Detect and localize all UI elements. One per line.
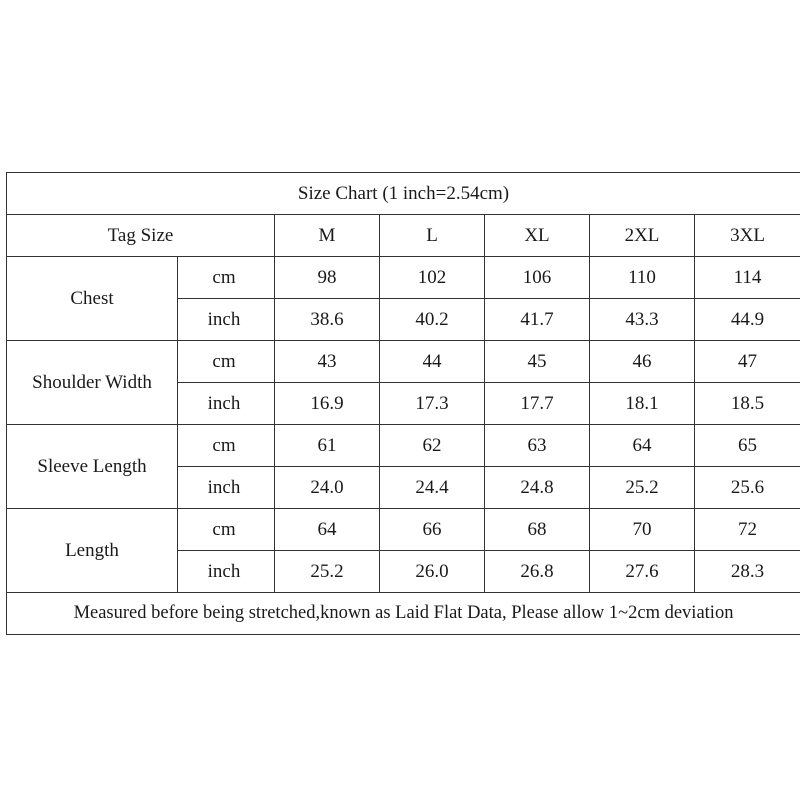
measure-row-cm bbox=[7, 425, 800, 467]
value-cell: 41.7 bbox=[485, 299, 590, 341]
value-cell: 106 bbox=[485, 257, 590, 299]
value-cell: 98 bbox=[275, 257, 380, 299]
value-cell: 25.6 bbox=[695, 467, 800, 509]
unit-label: cm bbox=[178, 257, 275, 299]
tag-size-label: Tag Size bbox=[7, 215, 275, 257]
footer-note: Measured before being stretched,known as Laid Flat Data, Please allow 1~2cm deviation bbox=[7, 593, 800, 635]
value-cell: 24.8 bbox=[485, 467, 590, 509]
measurement-label: Chest bbox=[7, 257, 178, 341]
value-cell: 43 bbox=[275, 341, 380, 383]
value-cell: 63 bbox=[485, 425, 590, 467]
value-cell: 47 bbox=[695, 341, 800, 383]
measure-row-cm bbox=[7, 257, 800, 299]
measure-row-cm bbox=[7, 509, 800, 551]
value-cell: 64 bbox=[275, 509, 380, 551]
value-cell: 18.5 bbox=[695, 383, 800, 425]
value-cell: 46 bbox=[590, 341, 695, 383]
measurement-label: Shoulder Width bbox=[7, 341, 178, 425]
value-cell: 65 bbox=[695, 425, 800, 467]
size-header-cell: 2XL bbox=[590, 215, 695, 257]
measurement-label: Sleeve Length bbox=[7, 425, 178, 509]
value-cell: 27.6 bbox=[590, 551, 695, 593]
value-cell: 38.6 bbox=[275, 299, 380, 341]
value-cell: 44.9 bbox=[695, 299, 800, 341]
value-cell: 24.0 bbox=[275, 467, 380, 509]
value-cell: 25.2 bbox=[590, 467, 695, 509]
unit-label: inch bbox=[178, 467, 275, 509]
value-cell: 25.2 bbox=[275, 551, 380, 593]
value-cell: 110 bbox=[590, 257, 695, 299]
measure-row-cm bbox=[7, 341, 800, 383]
value-cell: 16.9 bbox=[275, 383, 380, 425]
measurement-label: Length bbox=[7, 509, 178, 593]
size-header-cell: L bbox=[380, 215, 485, 257]
footer-row bbox=[7, 593, 800, 635]
unit-label: inch bbox=[178, 551, 275, 593]
value-cell: 62 bbox=[380, 425, 485, 467]
value-cell: 44 bbox=[380, 341, 485, 383]
unit-label: inch bbox=[178, 383, 275, 425]
size-header-cell: M bbox=[275, 215, 380, 257]
value-cell: 26.8 bbox=[485, 551, 590, 593]
value-cell: 17.3 bbox=[380, 383, 485, 425]
size-header-cell: XL bbox=[485, 215, 590, 257]
value-cell: 40.2 bbox=[380, 299, 485, 341]
value-cell: 17.7 bbox=[485, 383, 590, 425]
value-cell: 24.4 bbox=[380, 467, 485, 509]
unit-label: cm bbox=[178, 425, 275, 467]
unit-label: cm bbox=[178, 341, 275, 383]
value-cell: 45 bbox=[485, 341, 590, 383]
header-row bbox=[7, 215, 800, 257]
value-cell: 72 bbox=[695, 509, 800, 551]
value-cell: 43.3 bbox=[590, 299, 695, 341]
size-header-cell: 3XL bbox=[695, 215, 800, 257]
value-cell: 102 bbox=[380, 257, 485, 299]
unit-label: cm bbox=[178, 509, 275, 551]
value-cell: 64 bbox=[590, 425, 695, 467]
value-cell: 70 bbox=[590, 509, 695, 551]
title-row bbox=[7, 173, 800, 215]
chart-title: Size Chart (1 inch=2.54cm) bbox=[7, 173, 800, 215]
value-cell: 26.0 bbox=[380, 551, 485, 593]
value-cell: 61 bbox=[275, 425, 380, 467]
value-cell: 18.1 bbox=[590, 383, 695, 425]
unit-label: inch bbox=[178, 299, 275, 341]
value-cell: 68 bbox=[485, 509, 590, 551]
value-cell: 28.3 bbox=[695, 551, 800, 593]
value-cell: 114 bbox=[695, 257, 800, 299]
value-cell: 66 bbox=[380, 509, 485, 551]
size-chart-table bbox=[6, 172, 800, 635]
